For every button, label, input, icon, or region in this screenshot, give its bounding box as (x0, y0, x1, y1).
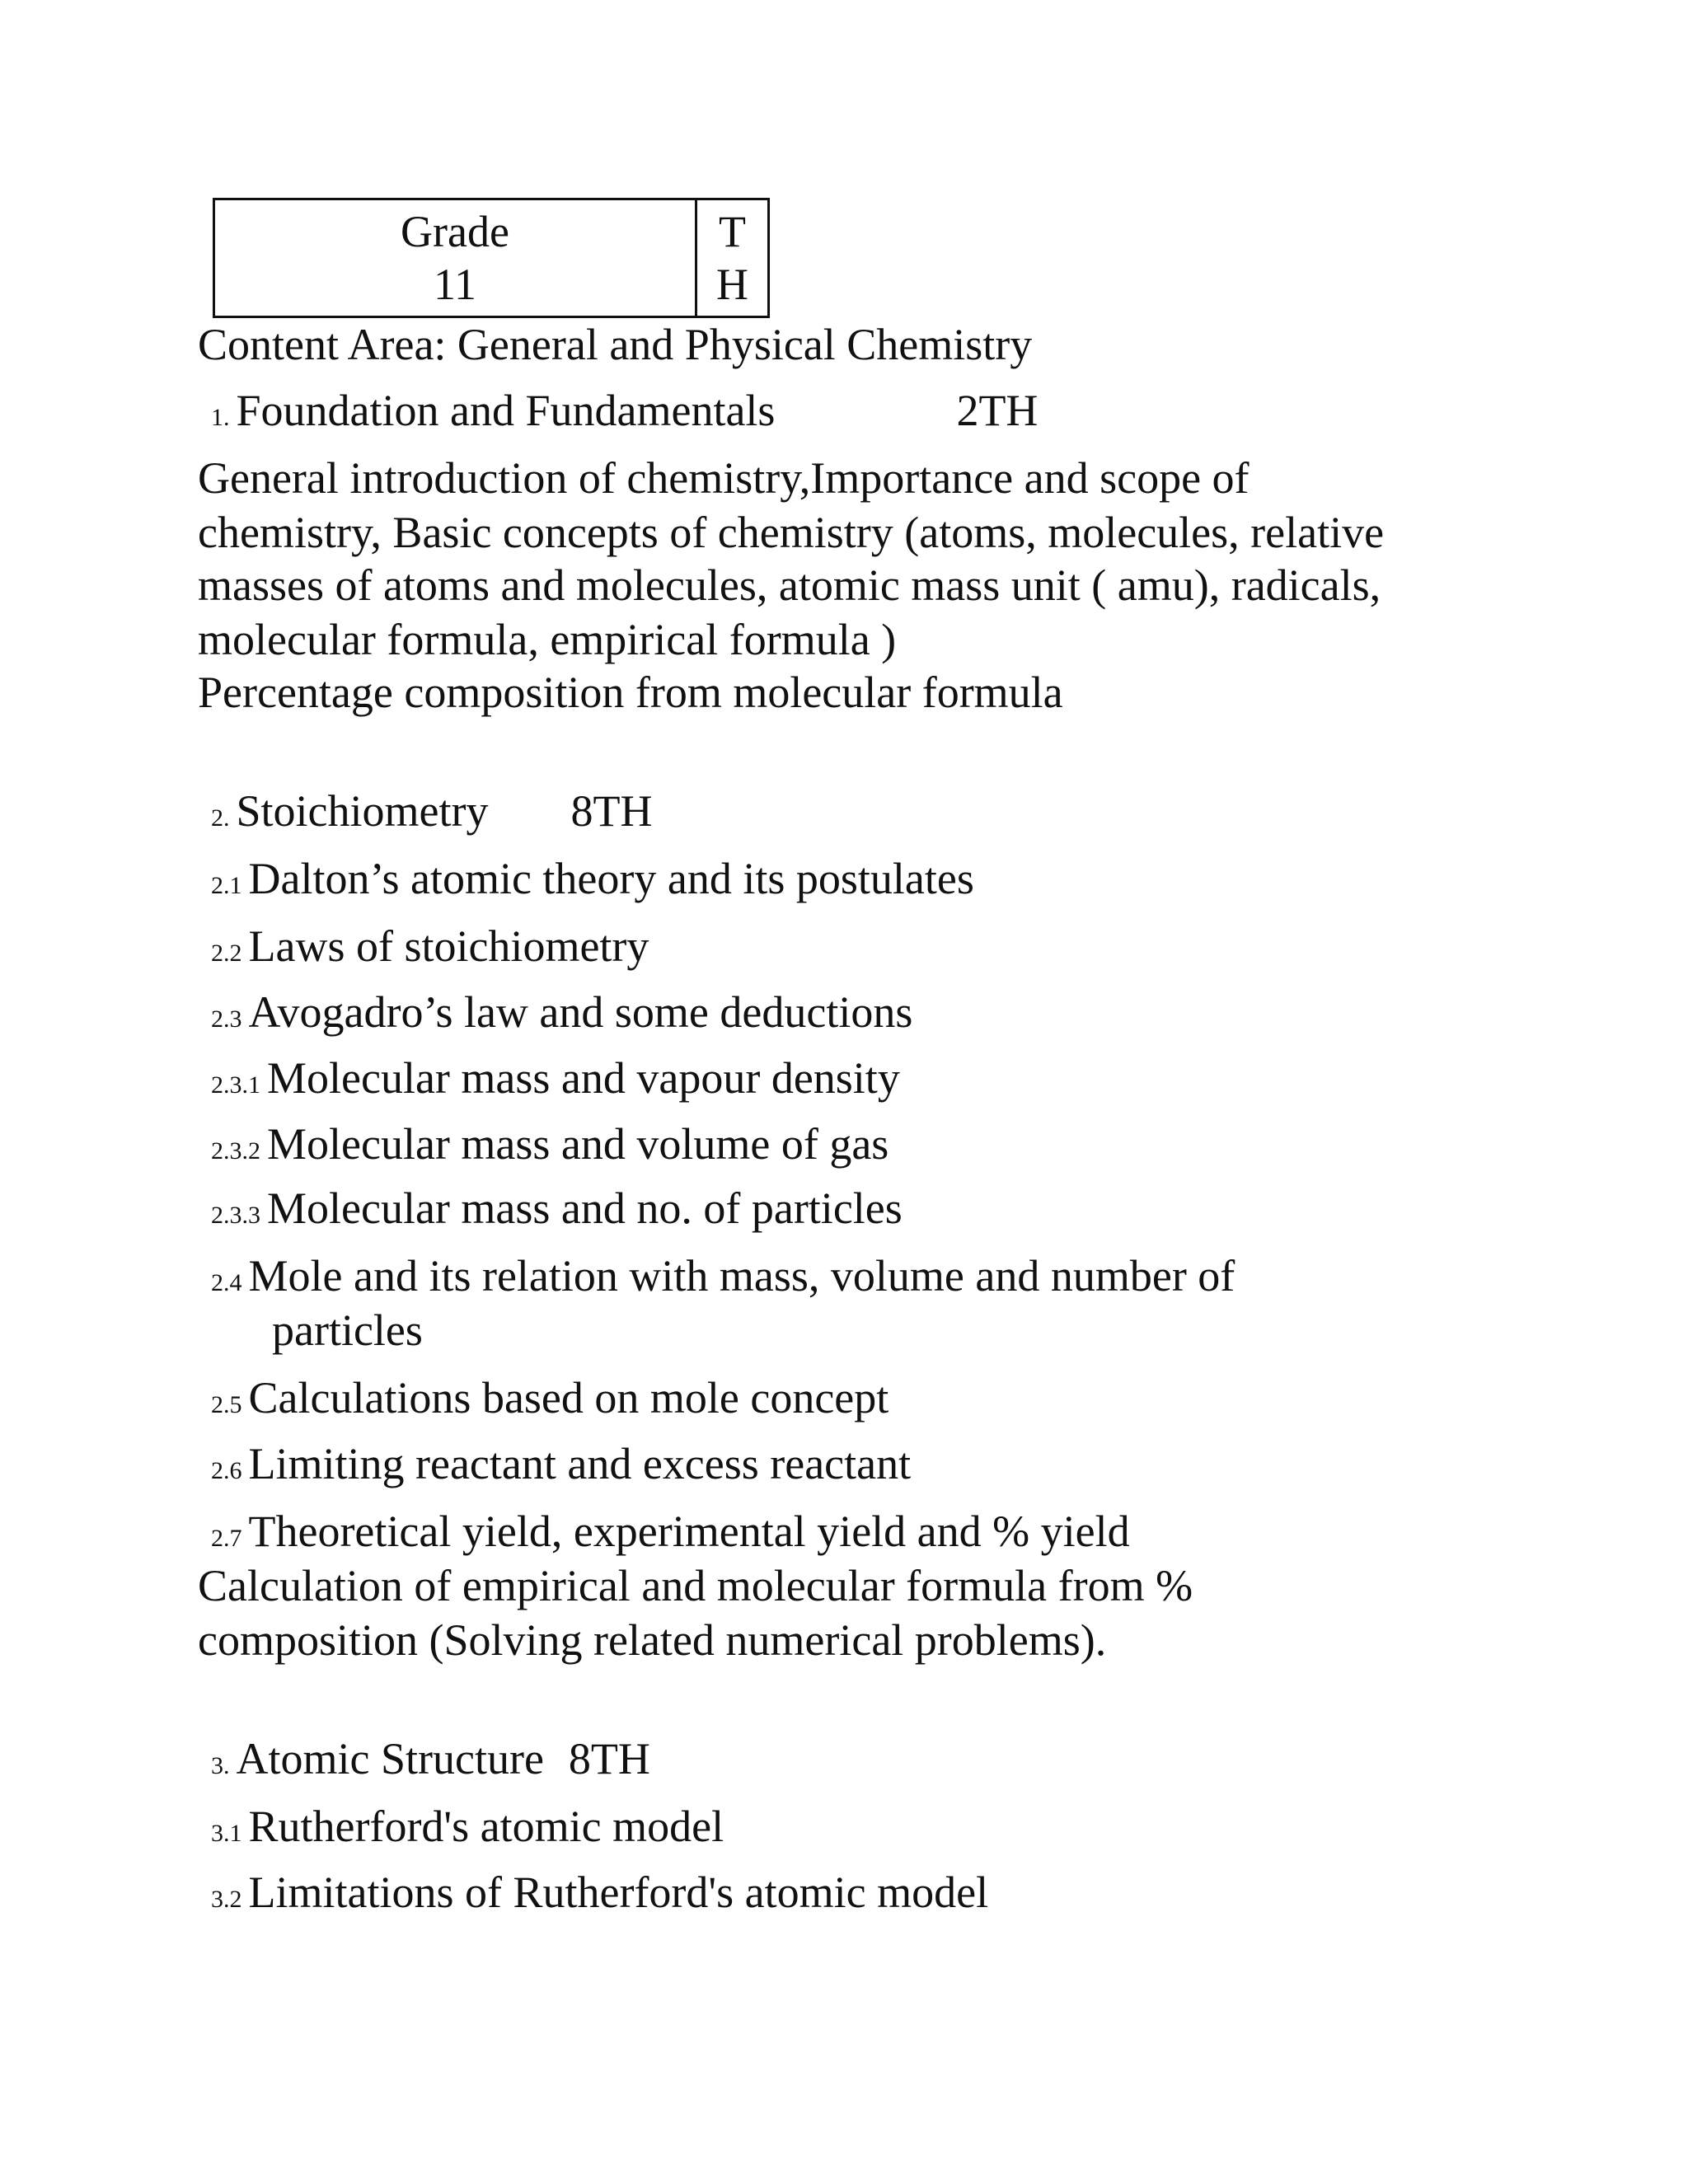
section1-number: 1. (211, 404, 230, 431)
section2-number: 2. (211, 804, 230, 832)
list-item: 2.4 Mole and its relation with mass, volume and number of (211, 1251, 1236, 1301)
th-cell (697, 200, 767, 316)
list-item: 2.3.3 Molecular mass and no. of particles (211, 1183, 903, 1233)
section2-tail-line: composition (Solving related numerical problems). (198, 1615, 1107, 1665)
section1-desc-line: chemistry, Basic concepts of chemistry (atoms, molecules, relative (198, 508, 1385, 557)
section3-heading (211, 1732, 650, 1793)
section3-title: Atomic Structure (236, 1734, 544, 1783)
list-item: 2.6 Limiting reactant and excess reactant (211, 1439, 912, 1488)
th-top: T (719, 207, 746, 256)
section1-heading (211, 384, 1038, 444)
list-item: 2.3 Avogadro’s law and some deductions (211, 987, 913, 1037)
list-item: 2.1 Dalton’s atomic theory and its postulates (211, 854, 974, 903)
grade-cell (215, 200, 697, 316)
section2-hours: 8TH (570, 786, 653, 836)
list-item: 2.5 Calculations based on mole concept (211, 1373, 889, 1422)
section1-desc-line: masses of atoms and molecules, atomic mass unit ( amu), radicals, (198, 560, 1381, 610)
grade-table (213, 198, 770, 318)
list-item: 3.1 Rutherford's atomic model (211, 1802, 724, 1851)
content-area-heading: Content Area: General and Physical Chemistry (198, 320, 1033, 369)
section2-heading (211, 785, 652, 845)
section2-title: Stoichiometry (236, 786, 489, 836)
section3-hours: 8TH (568, 1734, 650, 1783)
th-bottom: H (716, 260, 748, 309)
list-item-continuation: particles (272, 1305, 423, 1355)
list-item: 2.3.1 Molecular mass and vapour density (211, 1053, 900, 1103)
section1-desc-line: molecular formula, empirical formula ) (198, 615, 897, 664)
section2-tail-line: Calculation of empirical and molecular formula from % (198, 1561, 1193, 1610)
grade-value: 11 (434, 260, 476, 309)
grade-label: Grade (401, 207, 509, 256)
section1-desc-line: General introduction of chemistry,Importance and scope of (198, 453, 1250, 503)
section1-title: Foundation and Fundamentals (236, 386, 776, 435)
list-item: 2.3.2 Molecular mass and volume of gas (211, 1119, 889, 1169)
section1-hours: 2TH (956, 386, 1039, 435)
list-item: 3.2 Limitations of Rutherford's atomic model (211, 1868, 989, 1917)
section1-desc-line: Percentage composition from molecular formula (198, 668, 1063, 717)
list-item: 2.2 Laws of stoichiometry (211, 921, 649, 971)
section3-number: 3. (211, 1752, 230, 1779)
list-item: 2.7 Theoretical yield, experimental yield and % yield (211, 1507, 1130, 1556)
